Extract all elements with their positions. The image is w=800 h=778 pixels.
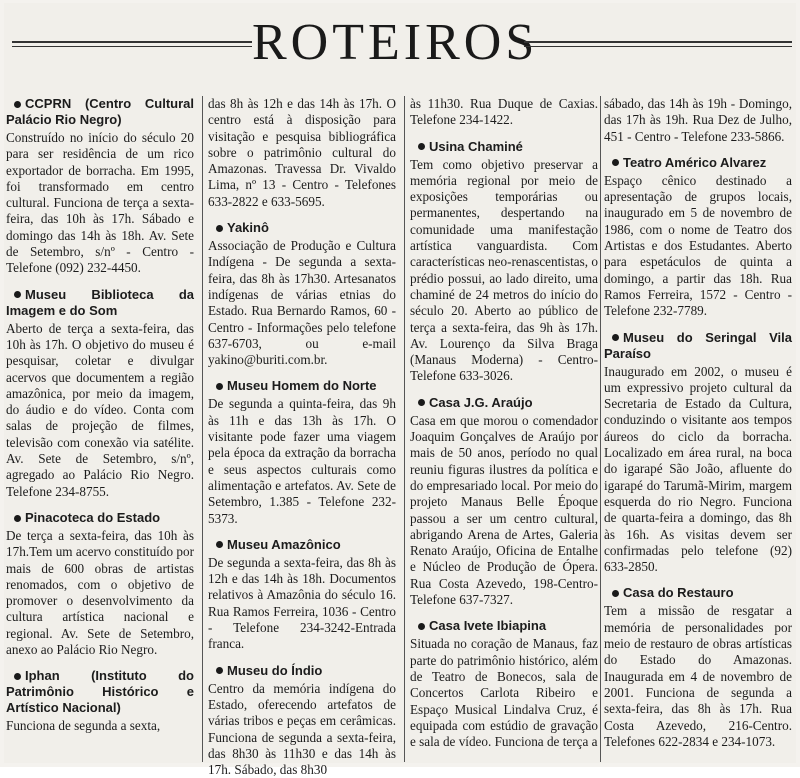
bullet-icon bbox=[418, 143, 425, 150]
entry-heading: Museu Homem do Norte bbox=[227, 378, 377, 394]
column-divider bbox=[600, 96, 601, 762]
bullet-icon bbox=[14, 101, 21, 108]
entry-heading: Usina Chaminé bbox=[429, 138, 523, 154]
column-4 bbox=[604, 96, 792, 762]
entry-heading: Teatro Américo Alvarez bbox=[623, 154, 767, 170]
entry-heading: Iphan (Instituto do Patrimônio Histórico e Artístico Nacional) bbox=[6, 668, 194, 716]
entry bbox=[604, 155, 792, 320]
entry-body: Associação de Produção e Cultura Indígena - De segunda a sexta-feira, das 8h às 17h30. Artesanatos indígenas de várias etnias do Estado. Rua Bernardo Ramos, 60 - Centro - Informações pelo telefone 637-6703, ou e-mail yakino@buriti.com.br. bbox=[208, 238, 396, 368]
entry-body: Centro da memória indígena do Estado, oferecendo artefatos de várias tribos e peças em cerâmicas. Funciona de segunda a sexta-feira, das 8h30 às 11h30 e das 14h às 17h. Sábado, das 8h30 bbox=[208, 680, 396, 778]
section-header bbox=[4, 3, 796, 93]
bullet-icon bbox=[418, 399, 425, 406]
entry bbox=[6, 668, 194, 734]
entry-heading: CCPRN (Centro Cultural Palácio Rio Negro) bbox=[6, 96, 194, 127]
entry-body: Funciona de segunda a sexta, bbox=[6, 718, 161, 734]
entry bbox=[410, 618, 598, 750]
entry-heading: Casa do Restauro bbox=[623, 585, 734, 601]
bullet-icon bbox=[216, 225, 223, 232]
bullet-icon bbox=[216, 383, 223, 390]
entry bbox=[410, 395, 598, 609]
bullet-icon bbox=[216, 667, 223, 674]
entry-heading: Yakinô bbox=[227, 220, 269, 236]
entry-body: De segunda a quinta-feira, das 9h às 11h e das 13h às 17h. O visitante pode fazer uma viagem pela época da extração da borracha e seus aspectos culturais como alimentação e artefatos. Av. Sete de Setembro, 1.385 - Telefone 232-5373. bbox=[208, 396, 396, 526]
column-divider bbox=[202, 96, 203, 762]
bullet-icon bbox=[216, 541, 223, 548]
continued-text: às 11h30. Rua Duque de Caxias. Telefone 234-1422. bbox=[410, 96, 598, 128]
entry-body: Casa em que morou o comendador Joaquim Gonçalves de Araújo por mais de 50 anos, período no qual reuniu figuras ilustres da política e do empresariado local. Por meio do projeto Manaus Belle Époque passou a ser um centro cultural, abrigando Arena de Artes, Galeria Renato Araújo, Oficina de Entalhe e Núcleo de Produção de Ópera. Rua Costa Azevedo, 198-Centro-Telefone 637-7327. bbox=[410, 412, 598, 608]
entry bbox=[410, 139, 598, 385]
bullet-icon bbox=[418, 623, 425, 630]
entry-body: Situada no coração de Manaus, faz parte do patrimônio histórico, além de Teatro de Bonecos, sala de Concertos Carlota Ribeiro e Espaço Musical Lindalva Cruz, é equipada com estúdio de gravação e sala de vídeo. Funciona de terça a bbox=[410, 636, 598, 750]
entry bbox=[208, 537, 396, 653]
bullet-icon bbox=[612, 590, 619, 597]
header-rule-right bbox=[524, 41, 792, 43]
bullet-icon bbox=[14, 515, 21, 522]
bullet-icon bbox=[612, 334, 619, 341]
continued-text: das 8h às 12h e das 14h às 17h. O centro está à disposição para visitação e pesquisa bibliográfica sobre o patrimônio cultural do Amazonas. Travessa Dr. Vivaldo Lima, nº 13 - Centro - Telefones 633-2822 e 633-5695. bbox=[208, 96, 396, 209]
entry bbox=[208, 663, 396, 778]
section-title: ROTEIROS bbox=[252, 14, 539, 71]
entry-heading: Pinacoteca do Estado bbox=[25, 509, 161, 525]
bullet-icon bbox=[612, 159, 619, 166]
column-2 bbox=[208, 96, 396, 778]
entry-heading: Museu Amazônico bbox=[227, 536, 341, 552]
bullet-icon bbox=[14, 673, 21, 680]
header-rule-left bbox=[12, 41, 252, 43]
column-1 bbox=[6, 96, 194, 762]
entry-heading: Casa J.G. Araújo bbox=[429, 394, 533, 410]
bullet-icon bbox=[14, 291, 21, 298]
entry bbox=[6, 96, 194, 277]
entry bbox=[604, 330, 792, 576]
column-divider bbox=[404, 96, 405, 762]
entry-heading: Casa Ivete Ibiapina bbox=[429, 618, 547, 634]
entry-body: Espaço cênico destinado a apresentação de grupos locais, inaugurado em 5 de novembro de 1986, com o nome de Teatro dos Artistas e dos Estudantes. Aberto para espetáculos de quinta a domingo, a partir das 18h. Rua Ramos Ferreira, 1572 - Centro - Telefone 232-7789. bbox=[604, 172, 792, 319]
article-columns bbox=[6, 96, 796, 778]
entry-heading: Museu do Seringal Vila Paraíso bbox=[604, 329, 792, 361]
entry-body: Construído no início do século 20 para ser residência de um rico exportador de borracha. Em 1995, foi transformado em centro cultural. Funciona de terça a sexta-feira, das 10h às 17h. Sábado e domingo das 14h às 18h. Av. Sete de Setembro, s/nº - Centro - Telefone (092) 232-4450. bbox=[6, 130, 194, 276]
entry-body: De segunda a sexta-feira, das 8h às 12h e das 14h às 18h. Documentos relativos à Amazônia do século 16. Rua Ramos Ferreira, 1036 - Centro - Telefone 234-3242-Entrada franca. bbox=[208, 554, 396, 652]
entry-body: Aberto de terça a sexta-feira, das 10h às 17h. O objetivo do museu é pesquisar, coletar e divulgar acervos que documentem a região amazônica, por meio da imagem, do áudio e do vídeo. Conta com salas de projeção de filmes, televisão com conexão via satélite. Av. Sete de Setembro, s/nº, agregado ao Palácio Rio Negro. Telefone 234-8755. bbox=[6, 320, 194, 499]
entry bbox=[208, 220, 396, 368]
continued-text: sábado, das 14h às 19h - Domingo, das 17h às 19h. Rua Dez de Julho, 451 - Centro - Telefone 233-5866. bbox=[604, 96, 792, 144]
entry-body: Tem a missão de resgatar a memória de personalidades por meio de restauro de obras artísticas do Estado do Amazonas. Inaugurada em 4 de novembro de 2001. Funciona de segunda a sexta-feira, das 8h às 17h. Rua Costa Azevedo, 216-Centro. Telefones 622-2834 e 234-1073. bbox=[604, 603, 792, 749]
entry bbox=[604, 585, 792, 750]
entry bbox=[208, 378, 396, 526]
entry-heading: Museu Biblioteca da Imagem e do Som bbox=[6, 286, 194, 318]
entry bbox=[6, 287, 194, 500]
entry-body: Tem como objetivo preservar a memória regional por meio de exposições temporárias ou permanentes, despertando na comunidade uma manifestação artística vanguardista. Com características neo-renascentistas, o prédio possui, ao lado direito, uma chaminé de 24 metros do início do século 20. Aberto ao público de terça a sexta-feira, das 9h às 17h. Av. Lourenço da Silva Braga (Manaus Moderna) - Centro-Telefone 633-3026. bbox=[410, 156, 598, 384]
entry-body: De terça a sexta-feira, das 10h às 17h.Tem um acervo constituído por mais de 600 obras de artistas renomados, com o objetivo de promover o desenvolvimento da cultura artística nacional e regional. Av. Sete de Setembro, anexo ao Palácio Rio Negro. bbox=[6, 527, 194, 658]
entry bbox=[6, 510, 194, 658]
column-3 bbox=[410, 96, 598, 762]
entry-body: Inaugurado em 2002, o museu é um expressivo projeto cultural da Secretaria de Estado da Cultura, conduzindo o visitante aos tempos áureos do ciclo da borracha. Localizado em área rural, na boca do igarapé São João, afluente do igarapé do Tarumã-Mirim, margem esquerda do rio Negro. Funciona de quarta-feira a domingo, das 8h às 16h. As visitas devem ser confirmadas pelo telefone (92) 633-2850. bbox=[604, 363, 792, 575]
entry-heading: Museu do Índio bbox=[227, 662, 323, 678]
